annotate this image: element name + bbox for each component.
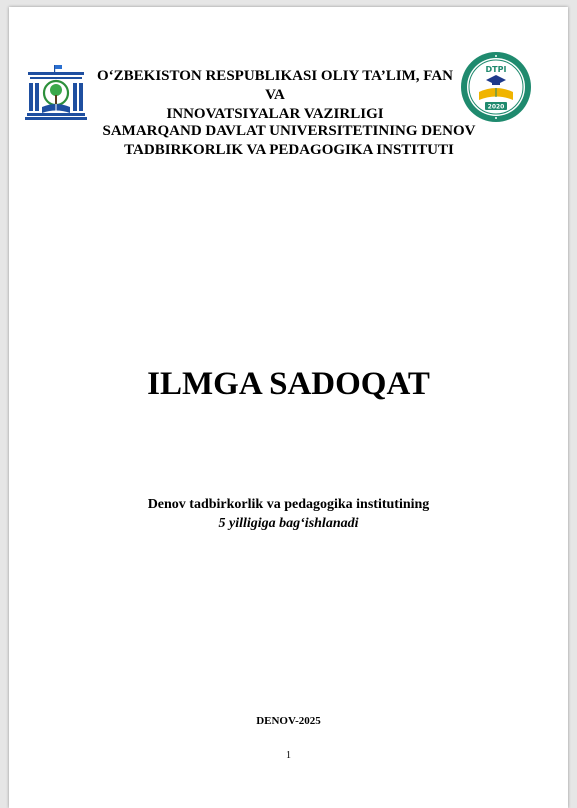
document-page bbox=[9, 7, 568, 808]
page-number: 1 bbox=[286, 750, 291, 761]
seal-abbrev: DTPI bbox=[485, 65, 507, 74]
institute-line-2: TADBIRKORLIK VA PEDAGOGIKA INSTITUTI bbox=[124, 142, 454, 158]
dtpi-seal-icon bbox=[459, 50, 533, 124]
city-year: DENOV-2025 bbox=[256, 715, 321, 727]
institute-line-1: SAMARQAND DAVLAT UNIVERSITETINING DENOV bbox=[102, 123, 476, 139]
ministry-emblem-icon bbox=[24, 63, 88, 121]
ministry-heading bbox=[87, 67, 463, 124]
ministry-line-1: O‘ZBEKISTON RESPUBLIKASI OLIY TA’LIM, FAN VA bbox=[96, 68, 454, 103]
dedication bbox=[9, 495, 568, 533]
seal-year: 2020 bbox=[487, 103, 505, 111]
institute-heading bbox=[49, 122, 529, 160]
dedication-line-2: 5 yilligiga bag‘ishlanadi bbox=[218, 516, 359, 531]
document-title: ILMGA SADOQAT bbox=[147, 366, 430, 402]
dedication-line-1: Denov tadbirkorlik va pedagogika institutining bbox=[147, 497, 430, 512]
ministry-line-2: INNOVATSIYALAR VAZIRLIGI bbox=[166, 106, 384, 122]
